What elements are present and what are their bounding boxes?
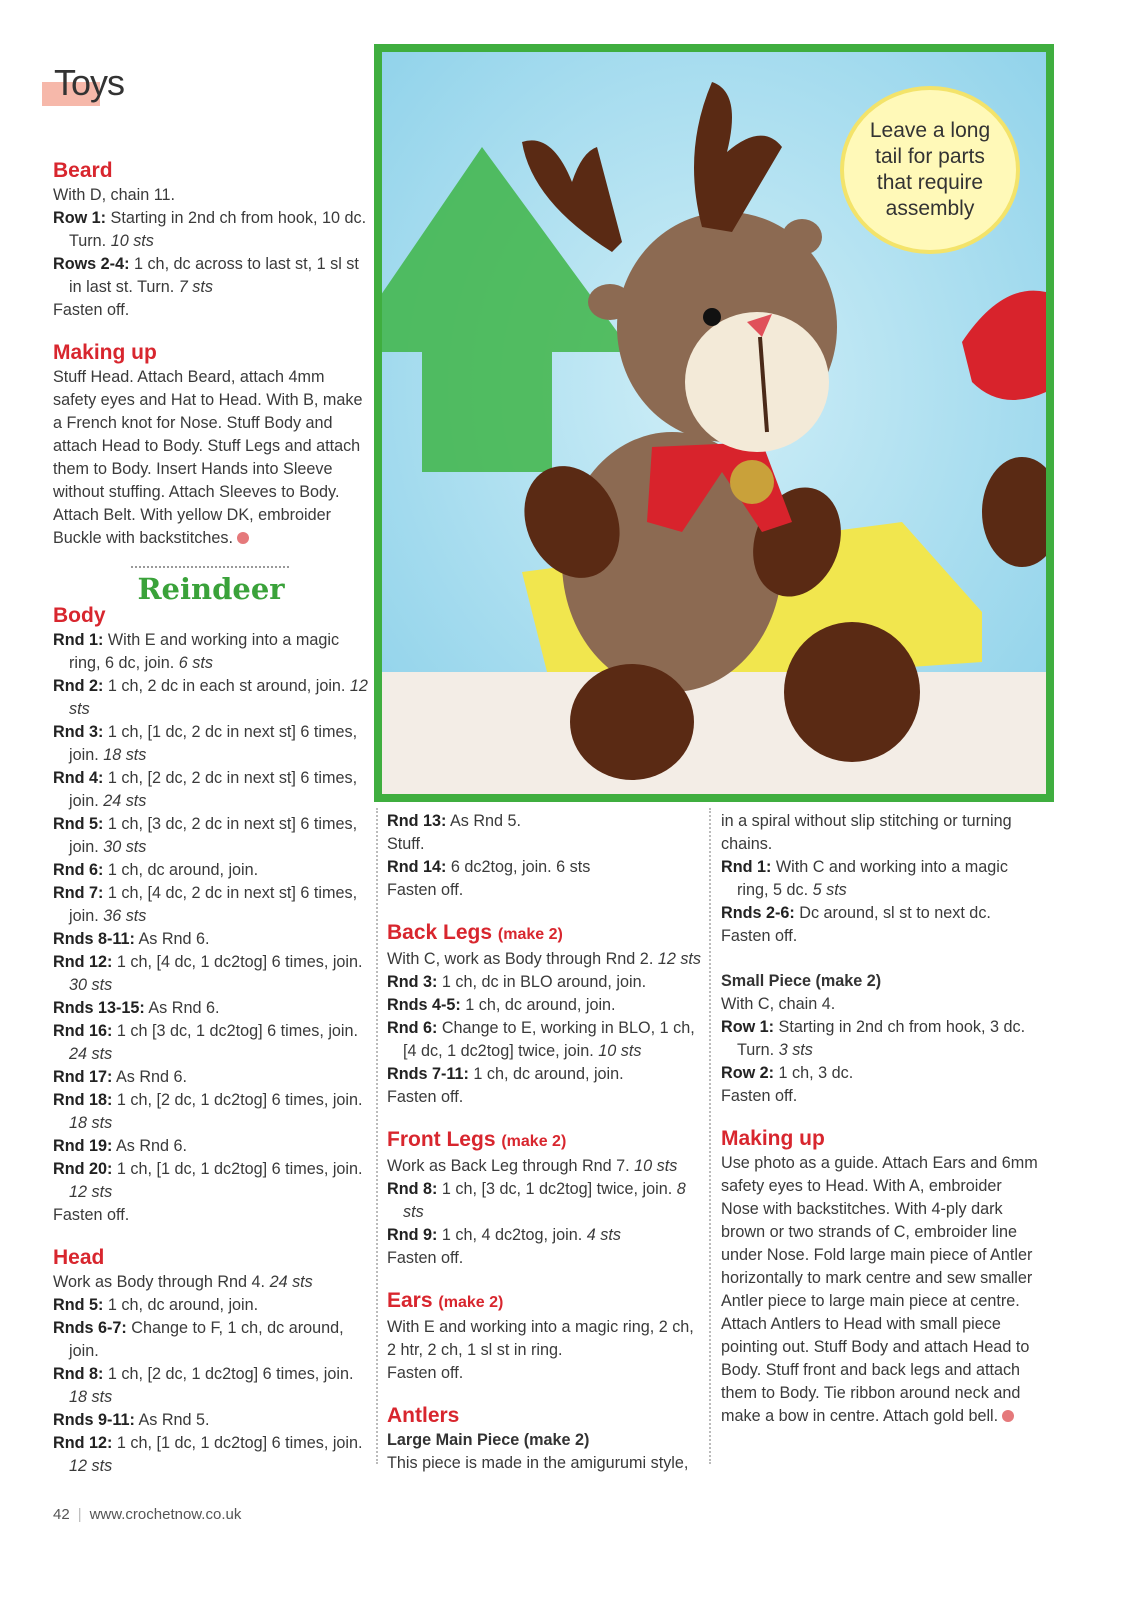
- body-row: Rnds 8-11: As Rnd 6.: [53, 930, 210, 948]
- head-stuff: Stuff.: [387, 835, 425, 853]
- head-heading: Head: [53, 1246, 105, 1269]
- reindeer-making-up-text: Use photo as a guide. Attach Ears and 6mm safety eyes to Head. With A, embroider Nose with backstitches. With 4-ply dark brown or two strands of C, embroider line under Nose. Fold large main piece of Antler horizontally to mark centre and sew smaller Antler piece to large main piece at centre. Attach Antlers to Head with small piece pointing out. Stuff Body and attach Head to Body. Stuff front and back legs and attach them to Body. Tie ribbon around neck and make a bow in centre. Attach gold bell.: [721, 1154, 1038, 1425]
- making-up-text: Stuff Head. Attach Beard, attach 4mm safety eyes and Hat to Head. With B, make a French knot for Nose. Stuff Body and attach Head to Body. Stuff Legs and attach them to Body. Insert Hands into Sleeve without stuffing. Attach Sleeves to Body. Attach Belt. With yellow DK, embroider Buckle with backstitches.: [53, 368, 363, 547]
- page-footer: [53, 1506, 241, 1523]
- column-separator: [376, 808, 378, 1464]
- ears-fasten-off: Fasten off.: [387, 1364, 464, 1382]
- body-row: Rnds 13-15: As Rnd 6.: [53, 999, 220, 1017]
- back-legs-line: With C, work as Body through Rnd 2. 12 sts: [387, 950, 702, 968]
- antlers-continued: in a spiral without slip stitching or turning chains.: [721, 812, 1012, 853]
- front-legs-row: Rnd 8: 1 ch, [3 dc, 1 dc2tog] twice, join. 8 sts: [387, 1180, 686, 1221]
- head-rnd-14: Rnd 14: 6 dc2tog, join. 6 sts: [387, 858, 591, 876]
- body-row: Rnd 7: 1 ch, [4 dc, 2 dc in next st] 6 times, join. 36 sts: [53, 884, 358, 925]
- body-row: Rnd 1: With E and working into a magic ring, 6 dc, join. 6 sts: [53, 631, 340, 672]
- section-tag: [42, 62, 125, 106]
- small-piece-line: With C, chain 4.: [721, 995, 836, 1013]
- divider: [131, 566, 289, 568]
- antlers-fasten-off: Fasten off.: [721, 927, 798, 945]
- body-fasten-off: Fasten off.: [53, 1206, 130, 1224]
- beard-rows-2-4: Rows 2-4: 1 ch, dc across to last st, 1 sl st in last st. Turn. 7 sts: [53, 255, 359, 296]
- back-legs-heading: Back Legs (make 2): [387, 921, 563, 944]
- tip-badge: [840, 86, 1020, 254]
- body-row: Rnd 19: As Rnd 6.: [53, 1137, 188, 1155]
- page-number: 42: [53, 1506, 70, 1523]
- head-line: Work as Body through Rnd 4. 24 sts: [53, 1273, 313, 1291]
- beard-heading: Beard: [53, 159, 113, 182]
- back-legs-row: Rnd 3: 1 ch, dc in BLO around, join.: [387, 973, 647, 991]
- back-legs-row: Rnd 6: Change to E, working in BLO, 1 ch, [4 dc, 1 dc2tog] twice, join. 10 sts: [387, 1019, 695, 1060]
- head-rnd-13: Rnd 13: As Rnd 5.: [387, 812, 522, 830]
- body-row: Rnd 20: 1 ch, [1 dc, 1 dc2tog] 6 times, join. 12 sts: [53, 1160, 363, 1201]
- antlers-rnds-2-6: Rnds 2-6: Dc around, sl st to next dc.: [721, 904, 991, 922]
- section-tag-label: Toys: [54, 62, 125, 103]
- column-3: [721, 810, 1039, 1428]
- small-piece-fasten-off: Fasten off.: [721, 1087, 798, 1105]
- beard-line: With D, chain 11.: [53, 186, 176, 204]
- body-row: Rnd 6: 1 ch, dc around, join.: [53, 861, 259, 879]
- reindeer-making-up-heading: Making up: [721, 1127, 825, 1150]
- ears-heading: Ears (make 2): [387, 1289, 504, 1312]
- tip-badge-text: Leave a long tail for parts that require assembly: [869, 119, 991, 220]
- front-legs-heading: Front Legs (make 2): [387, 1128, 567, 1151]
- front-legs-instructions: [387, 1178, 702, 1247]
- head-instructions: [53, 1294, 369, 1478]
- footer-separator: |: [77, 1506, 82, 1523]
- antlers-rnd-1: Rnd 1: With C and working into a magic ring, 5 dc. 5 sts: [721, 858, 1008, 899]
- head-row: Rnds 6-7: Change to F, 1 ch, dc around, join.: [53, 1319, 344, 1360]
- antlers-text: This piece is made in the amigurumi style,: [387, 1454, 689, 1472]
- back-legs-row: Rnds 4-5: 1 ch, dc around, join.: [387, 996, 616, 1014]
- head-fasten-off: Fasten off.: [387, 881, 464, 899]
- front-legs-row: Rnd 9: 1 ch, 4 dc2tog, join. 4 sts: [387, 1226, 621, 1244]
- body-row: Rnd 3: 1 ch, [1 dc, 2 dc in next st] 6 times, join. 18 sts: [53, 723, 358, 764]
- column-separator: [709, 808, 711, 1464]
- front-legs-line: Work as Back Leg through Rnd 7. 10 sts: [387, 1157, 678, 1175]
- small-piece-heading: Small Piece (make 2): [721, 972, 882, 990]
- antlers-large-piece-heading: Large Main Piece (make 2): [387, 1431, 590, 1449]
- beard-fasten-off: Fasten off.: [53, 301, 130, 319]
- body-heading: Body: [53, 604, 106, 627]
- column-2: [387, 810, 702, 1475]
- antlers-heading: Antlers: [387, 1404, 460, 1427]
- body-row: Rnd 18: 1 ch, [2 dc, 1 dc2tog] 6 times, join. 18 sts: [53, 1091, 363, 1132]
- back-legs-fasten-off: Fasten off.: [387, 1088, 464, 1106]
- back-legs-row: Rnds 7-11: 1 ch, dc around, join.: [387, 1065, 624, 1083]
- footer-url[interactable]: www.crochetnow.co.uk: [89, 1506, 242, 1523]
- ears-text: With E and working into a magic ring, 2 ch, 2 htr, 2 ch, 1 sl st in ring.: [387, 1318, 694, 1359]
- small-piece-row-2: Row 2: 1 ch, 3 dc.: [721, 1064, 854, 1082]
- back-legs-instructions: [387, 971, 702, 1086]
- yarn-ball-icon: [237, 532, 249, 544]
- body-row: Rnd 2: 1 ch, 2 dc in each st around, join. 12 sts: [53, 677, 368, 718]
- reindeer-title: Reindeer: [137, 572, 285, 606]
- body-instructions: [53, 629, 369, 1204]
- body-row: Rnd 16: 1 ch [3 dc, 1 dc2tog] 6 times, join. 24 sts: [53, 1022, 359, 1063]
- small-piece-row-1: Row 1: Starting in 2nd ch from hook, 3 dc. Turn. 3 sts: [721, 1018, 1026, 1059]
- yarn-ball-icon: [1002, 1410, 1014, 1422]
- making-up-heading: Making up: [53, 341, 157, 364]
- head-row: Rnd 12: 1 ch, [1 dc, 1 dc2tog] 6 times, join. 12 sts: [53, 1434, 363, 1475]
- body-row: Rnd 4: 1 ch, [2 dc, 2 dc in next st] 6 times, join. 24 sts: [53, 769, 358, 810]
- head-row: Rnds 9-11: As Rnd 5.: [53, 1411, 210, 1429]
- body-row: Rnd 17: As Rnd 6.: [53, 1068, 188, 1086]
- head-row: Rnd 5: 1 ch, dc around, join.: [53, 1296, 259, 1314]
- body-row: Rnd 12: 1 ch, [4 dc, 1 dc2tog] 6 times, join. 30 sts: [53, 953, 363, 994]
- body-row: Rnd 5: 1 ch, [3 dc, 2 dc in next st] 6 times, join. 30 sts: [53, 815, 358, 856]
- column-1: [53, 158, 369, 1478]
- head-row: Rnd 8: 1 ch, [2 dc, 1 dc2tog] 6 times, join. 18 sts: [53, 1365, 354, 1406]
- front-legs-fasten-off: Fasten off.: [387, 1249, 464, 1267]
- beard-row-1: Row 1: Starting in 2nd ch from hook, 10 dc. Turn. 10 sts: [53, 209, 367, 250]
